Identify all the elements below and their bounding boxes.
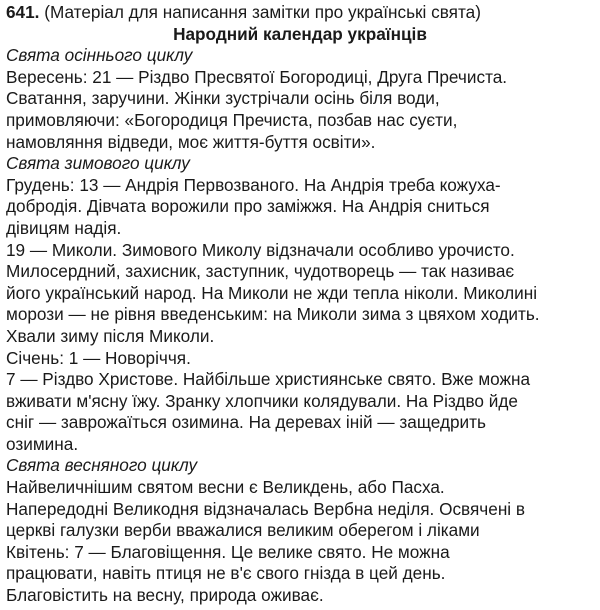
text-line: Вересень: 21 — Різдво Пресвятої Богородиці, Друга Пречиста. — [6, 66, 508, 87]
text-line: Найвеличнішим святом весни є Великдень, або Пасха. — [6, 477, 445, 498]
text-line: Грудень: 13 — Андрія Первозваного. На Андрія треба кожуха- — [6, 174, 501, 195]
exercise-header — [6, 2, 594, 24]
text-line: намовляння відведи, моє життя-буття освіти». — [6, 131, 376, 152]
text-line: дівицям надія. — [6, 217, 122, 238]
text-line: 7 — Різдво Христове. Найбільше християнське свято. Вже можна — [6, 369, 531, 390]
text-line: церкві галузки верби вважалися великим оберегом і ліками — [6, 520, 480, 541]
text-line: Сватання, заручини. Жінки зустрічали осінь біля води, — [6, 88, 440, 109]
text-line: добродія. Дівчата ворожили про заміжжя. На Андрія сниться — [6, 196, 490, 217]
text-line: Січень: 1 — Новоріччя. — [6, 347, 191, 368]
text-line: Благовістить на весну, природа оживає. — [6, 585, 324, 606]
text-line: його український народ. На Миколи не жди тепла ніколи. Миколині — [6, 282, 538, 303]
section-heading-spring: Свята весняного циклу — [6, 455, 198, 476]
text-line: Хвали зиму після Миколи. — [6, 325, 215, 346]
text-line: працювати, навіть птиця не в'є свого гнізда в цей день. — [6, 563, 446, 584]
section-heading-autumn: Свята осіннього циклу — [6, 45, 193, 66]
text-line: примовляючи: «Богородиця Пречиста, позбав нас суєти, — [6, 109, 458, 130]
text-line: вживати м'ясну їжу. Зранку хлопчики колядували. На Різдво йде — [6, 390, 518, 411]
text-line: 19 — Миколи. Зимового Миколу відзначали особливо урочисто. — [6, 239, 515, 260]
exercise-note: (Матеріал для написання замітки про українські свята) — [39, 2, 481, 22]
text-line: Милосердний, захисник, заступник, чудотворець — так називає — [6, 261, 515, 282]
document-title: Народний календар українців — [173, 23, 427, 44]
text-line: морози — не рівня введенським: на Миколи зима з цвяхом ходить. — [6, 304, 540, 325]
section-heading-winter: Свята зимового циклу — [6, 153, 190, 174]
text-line: Напередодні Великодня відзначалась Вербна неділя. Освячені в — [6, 498, 526, 519]
text-line: сніг — заврожаїться озимина. На деревах іній — защедрить — [6, 412, 486, 433]
text-line: Квітень: 7 — Благовіщення. Це велике свято. Не можна — [6, 541, 450, 562]
text-line: озимина. — [6, 433, 79, 454]
exercise-number: 641. — [6, 2, 40, 22]
